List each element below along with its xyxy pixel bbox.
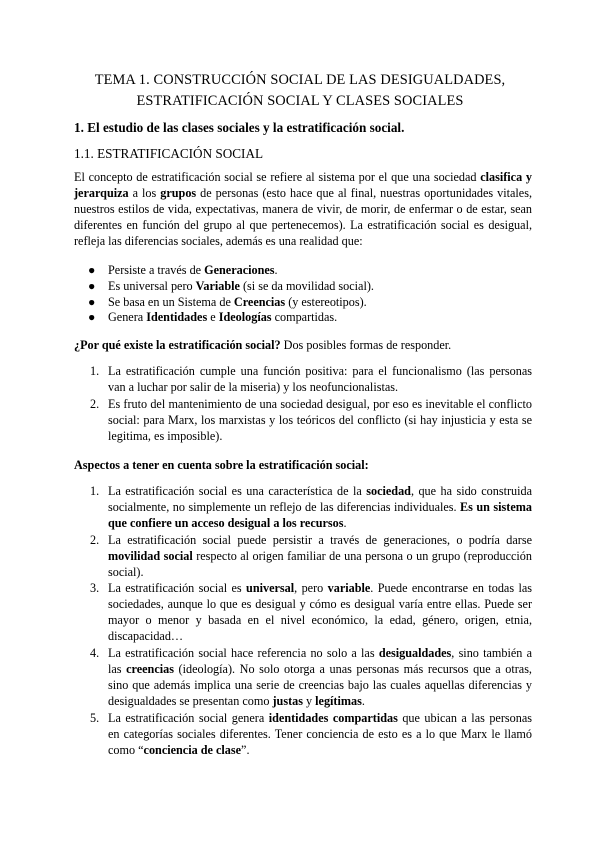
aspects-list: [74, 484, 532, 759]
characteristics-list: [74, 263, 532, 326]
list-item: 5. La estratificación social genera identidades compartidas que ubican a las personas en categorías sociales diferentes. Tener conciencia de esto es a lo que Marx le llamó como “conciencia de clase”.: [90, 710, 532, 757]
intro-paragraph: El concepto de estratificación social se refiere al sistema por el que una sociedad clasifica y jerarquiza a los grupos de personas (esto hace que al final, nuestras oportunidades vitales, nuestros estilos de vida, expectativas, manera de vivir, de morir, de enfermar o de estar, sean diferentes en función del grupo al que pertenecemos). La estratificación social es desigual, refleja las diferencias sociales, además es una realidad que:: [74, 170, 532, 248]
stratification-question: ¿Por qué existe la estratificación social? Dos posibles formas de responder.: [74, 338, 452, 352]
list-item: ● Persiste a través de Generaciones.: [88, 263, 278, 277]
title-line-2: ESTRATIFICACIÓN SOCIAL Y CLASES SOCIALES: [136, 93, 464, 109]
list-item: 4. La estratificación social hace referencia no solo a las desigualdades, sino también a las creencias (ideología). No solo otorga a unas personas más recursos que a otras, sino que además implica una serie de creencias bajo las cuales aquellas diferencias y desigualdades se presentan como justas y legítimas.: [90, 646, 532, 708]
list-item: ● Genera Identidades e Ideologías compartidas.: [88, 310, 338, 325]
section-1-heading: 1. El estudio de las clases sociales y la estratificación social.: [74, 120, 405, 135]
list-item: 3. La estratificación social es universal, pero variable. Puede encontrarse en todas las sociedades, aunque lo que es desigual y cómo es desigual varía entre ellas. Puede ser mayor o menor y basada en el nivel económico, la edad, género, origen, etnia, discapacidad…: [90, 581, 533, 644]
list-item: 2. Es fruto del mantenimiento de una sociedad desigual, por eso es inevitable el conflicto social: para Marx, los marxistas y los teóricos del conflicto (si hay injusticia y esta se legitima, es imposible).: [90, 396, 532, 443]
answers-list: [74, 364, 532, 446]
list-item: ● Se basa en un Sistema de Creencias (y estereotipos).: [88, 294, 367, 309]
list-item: 1. La estratificación cumple una función positiva: para el funcionalismo (las personas van a luchar por salir de la miseria) y los neofuncionalistas.: [90, 364, 532, 394]
document-title: [60, 70, 540, 112]
list-item: 1. La estratificación social es una característica de la sociedad, que ha sido construida socialmente, no simplemente un reflejo de las diferencias individuales. Es un sistema que confiere un acceso desigual a los recursos.: [90, 484, 532, 530]
title-line-1: TEMA 1. CONSTRUCCIÓN SOCIAL DE LAS DESIGUALDADES,: [94, 72, 506, 88]
aspects-heading: Aspectos a tener en cuenta sobre la estratificación social:: [74, 458, 369, 472]
list-item: ● Es universal pero Variable (si se da movilidad social).: [88, 278, 374, 293]
list-item: 2. La estratificación social puede persistir a través de generaciones, o podría darse movilidad social respecto al origen familiar de una persona o un grupo (reproducción social).: [90, 532, 532, 579]
section-1-1-heading: 1.1. ESTRATIFICACIÓN SOCIAL: [74, 146, 264, 161]
